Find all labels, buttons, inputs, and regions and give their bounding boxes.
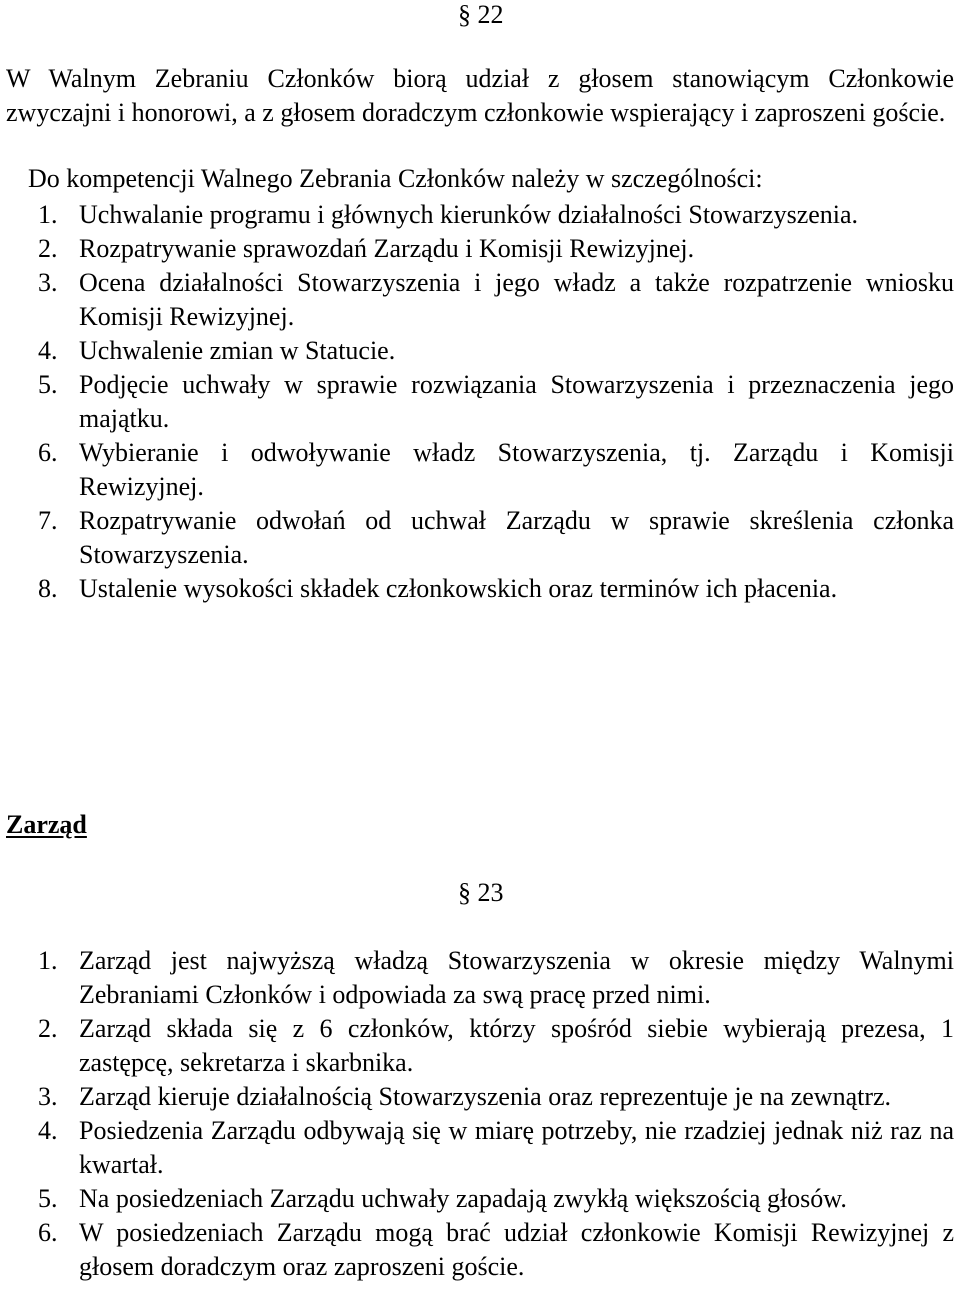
paragraph-22-list: [38, 198, 954, 606]
list-item-text: Zarząd jest najwyższą władzą Stowarzyszenia w okresie między Walnymi Zebraniami Członków i odpowiada za swą pracę przed nimi.: [79, 946, 954, 1009]
list-item-number: 3.: [38, 268, 58, 297]
list-item-text: Posiedzenia Zarządu odbywają się w miarę potrzeby, nie rzadziej jednak niż raz na kwartał.: [79, 1116, 954, 1179]
section-title: Zarząd: [6, 810, 87, 839]
list-item: [38, 1114, 954, 1182]
list-item: [38, 504, 954, 572]
list-item-number: 3.: [38, 1082, 58, 1111]
list-item: [38, 1182, 954, 1216]
paragraph-23-list: [38, 944, 954, 1284]
list-item-text: Rozpatrywanie sprawozdań Zarządu i Komisji Rewizyjnej.: [79, 234, 695, 263]
list-item-number: 2.: [38, 1014, 58, 1043]
list-item-text: Podjęcie uchwały w sprawie rozwiązania Stowarzyszenia i przeznaczenia jego majątku.: [79, 370, 954, 433]
list-item-text: Uchwalanie programu i głównych kierunków działalności Stowarzyszenia.: [79, 200, 859, 229]
paragraph-22-competence-line: Do kompetencji Walnego Zebrania Członków należy w szczególności:: [28, 164, 763, 193]
list-item-text: Wybieranie i odwoływanie władz Stowarzyszenia, tj. Zarządu i Komisji Rewizyjnej.: [79, 438, 954, 501]
list-item-text: Ustalenie wysokości składek członkowskich oraz terminów ich płacenia.: [79, 574, 838, 603]
list-item-number: 1.: [38, 200, 58, 229]
paragraph-22-intro: W Walnym Zebraniu Członków biorą udział z głosem stanowiącym Członkowie zwyczajni i honorowi, a z głosem doradczym członkowie wspierający i zaproszeni goście.: [6, 64, 954, 127]
list-item-text: Zarząd kieruje działalnością Stowarzyszenia oraz reprezentuje je na zewnątrz.: [79, 1082, 892, 1111]
list-item: [38, 334, 954, 368]
list-item-number: 5.: [38, 370, 58, 399]
list-item-text: Rozpatrywanie odwołań od uchwał Zarządu w sprawie skreślenia członka Stowarzyszenia.: [79, 506, 954, 569]
list-item: [38, 266, 954, 334]
list-item: [38, 1012, 954, 1080]
list-item-number: 7.: [38, 506, 58, 535]
list-item-text: W posiedzeniach Zarządu mogą brać udział członkowie Komisji Rewizyjnej z głosem doradczym oraz zaproszeni goście.: [79, 1218, 954, 1281]
list-item-number: 6.: [38, 438, 58, 467]
list-item: [38, 1216, 954, 1284]
list-item: [38, 572, 954, 606]
list-item-number: 1.: [38, 946, 58, 975]
list-item: [38, 1080, 954, 1114]
list-item-text: Ocena działalności Stowarzyszenia i jego władz a także rozpatrzenie wniosku Komisji Rewizyjnej.: [79, 268, 954, 331]
list-item-number: 8.: [38, 574, 58, 603]
list-item-number: 4.: [38, 336, 58, 365]
list-item: [38, 198, 954, 232]
paragraph-23-heading: § 23: [458, 878, 504, 907]
list-item: [38, 944, 954, 1012]
list-item-number: 5.: [38, 1184, 58, 1213]
list-item: [38, 436, 954, 504]
list-item-text: Uchwalenie zmian w Statucie.: [79, 336, 396, 365]
list-item-number: 4.: [38, 1116, 58, 1145]
list-item-number: 6.: [38, 1218, 58, 1247]
list-item-text: Na posiedzeniach Zarządu uchwały zapadają zwykłą większością głosów.: [79, 1184, 847, 1213]
list-item-text: Zarząd składa się z 6 członków, którzy spośród siebie wybierają prezesa, 1 zastępcę, sekretarza i skarbnika.: [79, 1014, 954, 1077]
list-item: [38, 368, 954, 436]
list-item: [38, 232, 954, 266]
paragraph-22-heading: § 22: [458, 0, 504, 29]
list-item-number: 2.: [38, 234, 58, 263]
